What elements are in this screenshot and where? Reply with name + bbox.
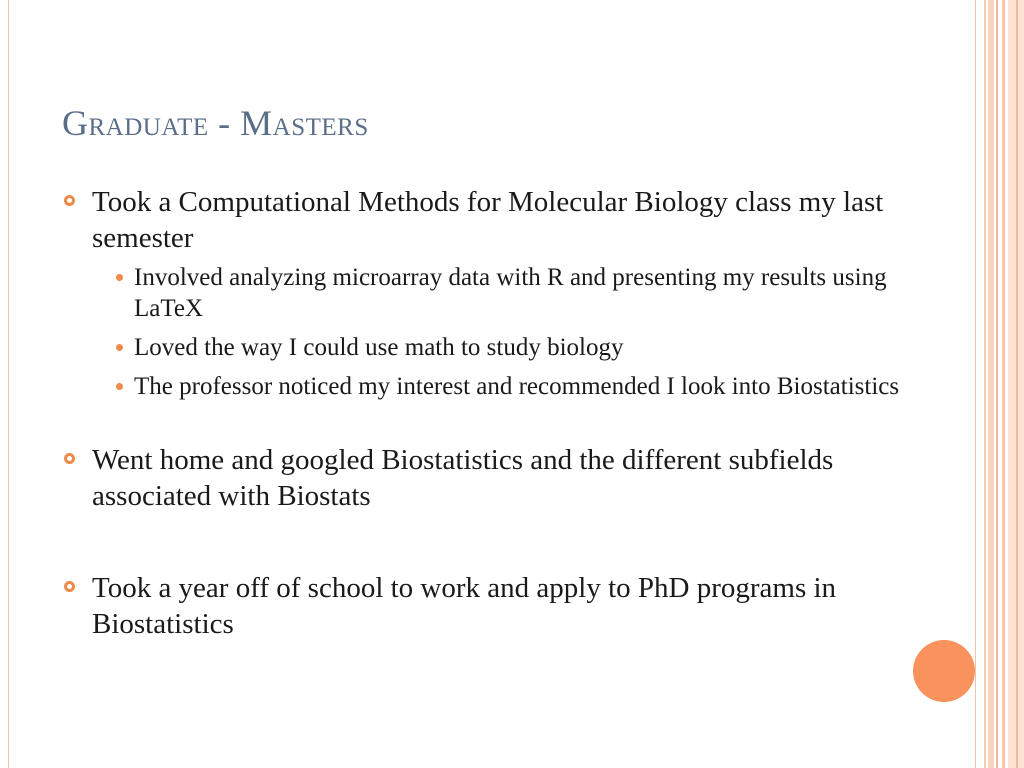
bullet-text: Took a Computational Methods for Molecular Biology class my last semester <box>92 186 884 254</box>
sub-bullet-item <box>104 332 902 363</box>
dot-bullet-icon <box>116 274 123 281</box>
bullet-text: Went home and googled Biostatistics and the different subfields associated with Biostats <box>92 444 834 512</box>
sub-bullet-text: The professor noticed my interest and recommended I look into Biostatistics <box>134 373 900 400</box>
frame-line-right <box>975 0 976 768</box>
bullet-item <box>62 184 902 256</box>
dot-bullet-icon <box>116 344 123 351</box>
sub-bullet-item <box>104 262 902 324</box>
sub-bullet-item <box>104 371 902 402</box>
slide-title: Graduate - Masters <box>62 103 369 143</box>
decor-stripe <box>1002 0 1005 768</box>
frame-line-left <box>8 0 9 768</box>
circle-bullet-icon <box>64 195 75 206</box>
accent-circle <box>913 640 975 702</box>
circle-bullet-icon <box>64 581 75 592</box>
decor-stripe <box>984 0 986 768</box>
bullet-list <box>62 184 902 642</box>
bullet-item <box>62 570 902 642</box>
sub-bullet-text: Involved analyzing microarray data with R and presenting my results using LaTeX <box>134 264 887 322</box>
decor-stripe <box>996 0 998 768</box>
sub-bullet-text: Loved the way I could use math to study biology <box>134 334 624 361</box>
sub-bullet-list <box>62 262 902 402</box>
dot-bullet-icon <box>116 383 123 390</box>
circle-bullet-icon <box>64 453 75 464</box>
decor-stripe <box>988 0 994 768</box>
bullet-text: Took a year off of school to work and apply to PhD programs in Biostatistics <box>92 572 837 640</box>
decor-stripe <box>1016 0 1018 768</box>
bullet-item <box>62 442 902 514</box>
